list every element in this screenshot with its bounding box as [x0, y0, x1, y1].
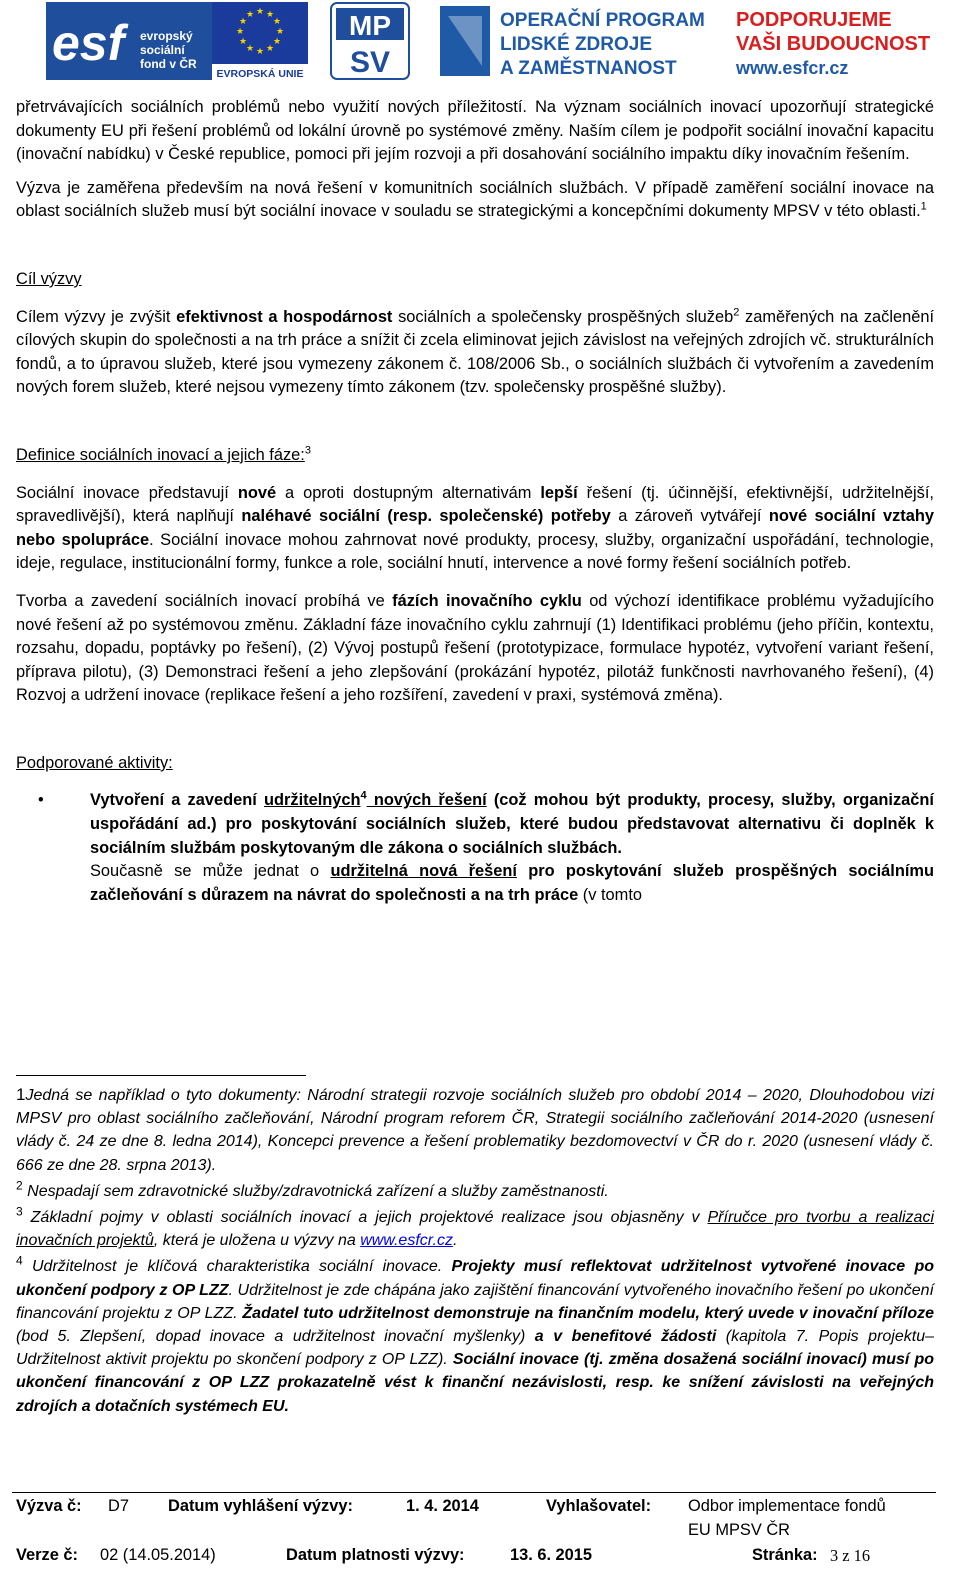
footer-strana-label: Stránka:	[752, 1546, 818, 1564]
cycle-text-b: fázích inovačního cyklu	[392, 591, 582, 610]
def-text-b: nové	[237, 483, 277, 502]
footnote-4-text-c: . Udržitelnost je zde chápána jako zajištění financování vytvořeného inovačního řešení po ukončení financování projektu z OP LZZ.	[16, 1281, 934, 1322]
eu-caption: EVROPSKÁ UNIE	[216, 68, 304, 80]
footnote-1-text: Jedná se například o tyto dokumenty: Národní strategii rozvoje sociálních služeb pro období 2014 – 2020, Dlouhodobou vizi MPSV pro oblast sociálního začleňování, Národní program reforem ČR, Strategii sociálního začleňování 2014-2020 (usnesení vlády č. 24 ze dne 8. ledna 2014), Koncepci prevence a řešení problematiky bezdomovectví v ČR do r. 2020 (usnesení vlády č. 666 ze dne 28. srpna 2013).	[16, 1087, 934, 1174]
activity2-text-a: Současně se může jednat o	[90, 862, 331, 881]
footnote-3-text-a: Základní pojmy v oblasti sociálních inovací a jejich projektové realizace jsou objasněny v	[30, 1209, 708, 1227]
mpsv-bottom: SV	[349, 46, 391, 79]
footnote-ref-1: 1	[920, 200, 927, 213]
op-line3: A ZAMĚSTNANOST	[500, 58, 677, 79]
esf-letters: esf	[52, 15, 125, 71]
footnote-4-text-f: a v benefitové žádosti	[534, 1328, 717, 1346]
svg-text:★: ★	[275, 27, 285, 37]
op-line1: OPERAČNÍ PROGRAM	[500, 10, 705, 31]
footnote-3-text-c: , která je uložena u výzvy na	[153, 1232, 361, 1250]
activity2-text-b: udržitelná nová řešení	[330, 862, 517, 881]
definition-paragraph	[16, 482, 934, 576]
footer-vyhlasovatel-value-2: EU MPSV ČR	[688, 1521, 791, 1539]
activity-text-c: nových řešení	[366, 791, 487, 810]
footer-vyzva-label: Výzva č:	[16, 1497, 82, 1515]
focus-text: Výzva je zaměřena především na nová řešení v komunitních sociálních službách. V případě zaměření sociální inovace na oblast sociálních služeb musí být sociální inovace v souladu se strategickými a koncepčními dokumenty MPSV v této oblasti.	[16, 178, 934, 221]
goal-text-d: zaměřených na začlenění cílových skupin do společnosti a na trh práce a snížit či zcela eliminovat jejich závislost na veřejných zdrojích vč. strukturálních fondů, a to úpravou služeb, které jsou vymezeny zákonem č. 108/2006 Sb., o sociálních službách či vytvořením a zavedením nových forem služeb, které nejsou vymezeny tímto zákonem (tzv. společensky prospěšné služby).	[16, 307, 934, 397]
footnote-3-handbook-link[interactable]: Příručce pro tvorbu a realizaci inovačních projektů	[16, 1209, 935, 1250]
goal-text-c: sociálních a společensky prospěšných služeb	[392, 307, 734, 326]
intro-paragraph: přetrvávajících sociálních problémů nebo využití nových příležitostí. Na význam sociálních inovací upozorňují strategické dokumenty EU při řešení problémů od lokální úrovně po systémové změny. Naším cílem je podpořit sociální inovační kapacitu (inovační nabídku) v České republice, pomoci při jejím rozvoji a při dosahování sociálního impaktu díky inovačním řešením.	[16, 98, 934, 164]
svg-text:★: ★	[272, 17, 282, 27]
activity2-text-d: (v tomto	[578, 885, 642, 904]
esf-line2: sociální	[140, 43, 185, 57]
list-item	[16, 789, 934, 860]
footnote-2-number: 2	[16, 1178, 23, 1193]
footnote-4-text-d: Žadatel tuto udržitelnost demonstruje na finančním modelu, který uvede v inovační příloze	[242, 1304, 934, 1322]
heading-definice	[16, 444, 934, 468]
esf-line3: fond v ČR	[140, 57, 197, 71]
activity-text-a: Vytvoření a zavedení	[90, 791, 264, 810]
svg-text:★: ★	[255, 7, 265, 17]
footnote-ref-3: 3	[304, 444, 311, 457]
def-text-f: naléhavé sociální (resp. společenské) potřeby	[241, 507, 611, 526]
footer-verze-label: Verze č:	[16, 1546, 78, 1564]
activity2-text-c: pro poskytování služeb prospěšných sociálnímu začleňování s důrazem na návrat do společnosti a na trh práce	[90, 862, 935, 904]
footer-vyhlaseni-label: Datum vyhlášení výzvy:	[168, 1497, 353, 1515]
footnote-4-text-a: Udržitelnost je klíčová charakteristika sociální inovace.	[31, 1258, 452, 1276]
page-footer	[12, 1492, 936, 1583]
slogan-line1: PODPORUJEME	[736, 9, 892, 31]
def-text-e: řešení (tj. účinnější, efektivnější, udržitelnější, spravedlivější), která naplňují	[16, 483, 934, 526]
def-text-a: Sociální inovace představují	[16, 483, 238, 502]
slogan-logo	[736, 4, 946, 80]
cycle-text-a: Tvorba a zavedení sociálních inovací probíhá ve	[16, 591, 393, 610]
esfcr-link[interactable]: www.esfcr.cz	[360, 1232, 453, 1250]
heading-definice-text: Definice sociálních inovací a jejich fáze:	[16, 445, 305, 464]
activities-list	[16, 789, 934, 860]
document-body	[16, 96, 934, 907]
op-line2: LIDSKÉ ZDROJE	[500, 34, 653, 55]
svg-text:★: ★	[265, 44, 275, 54]
heading-aktivity: Podporované aktivity:	[16, 753, 173, 772]
svg-text:★: ★	[238, 37, 248, 47]
op-lzz-logo	[440, 4, 730, 80]
footnote-4-text-b: Projekty musí reflektovat udržitelnost vytvořené inovace po ukončení podpory z OP LZZ	[16, 1258, 934, 1299]
bullet-icon: •	[38, 791, 44, 810]
esf-line1: evropský	[140, 29, 193, 43]
footnote-separator	[16, 1075, 306, 1076]
footnote-1	[16, 1084, 934, 1177]
footnote-ref-2: 2	[733, 306, 740, 319]
goal-paragraph	[16, 306, 934, 400]
footer-platnost-value: 13. 6. 2015	[510, 1546, 593, 1564]
footnote-4-number: 4	[16, 1254, 23, 1269]
footnote-4-text-g: (kapitola 7. Popis projektu– Udržitelnost aktivit projektu po skončení podpory z OP LZZ).	[16, 1328, 934, 1369]
def-text-c: a oproti dostupným alternativám	[276, 483, 541, 502]
heading-cil-vyzvy: Cíl výzvy	[16, 269, 82, 288]
cycle-paragraph	[16, 590, 934, 708]
footer-vyhlasovatel-value-1: Odbor implementace fondů	[688, 1497, 886, 1515]
footnote-3-number: 3	[16, 1204, 23, 1219]
svg-text:★: ★	[245, 10, 255, 20]
footer-platnost-label: Datum platnosti výzvy:	[286, 1546, 465, 1564]
slogan-url: www.esfcr.cz	[736, 58, 849, 78]
esf-logo	[46, 2, 214, 80]
svg-text:★: ★	[255, 47, 265, 57]
def-text-g: a zároveň vytvářejí	[610, 507, 769, 526]
footnote-1-number: 1	[16, 1085, 26, 1104]
footnote-4-text-e: (bod 5. Zlepšení, dopad inovace a udržitelnost inovační myšlenky)	[16, 1328, 535, 1346]
mpsv-top: MP	[349, 10, 391, 41]
def-text-h: nové sociální vztahy nebo spolupráce	[16, 507, 934, 549]
footnote-3-text-d: .	[452, 1232, 458, 1250]
footnotes	[16, 1084, 934, 1421]
activity-text-d: (což mohou být produkty, procesy, služby, organizační uspořádání ad.) pro poskytování sociálních služeb, které budou představovat alternativu či doplněk k sociálním službám poskytovaným dle zákona o sociálních službách.	[90, 791, 934, 857]
footnote-2-text: Nespadají sem zdravotnické služby/zdravotnická zařízení a služby zaměstnanosti.	[27, 1182, 609, 1200]
slogan-line2: VAŠI BUDOUCNOST	[736, 33, 931, 55]
goal-text-bold: efektivnost a hospodárnost	[176, 307, 393, 326]
footnote-ref-4: 4	[360, 790, 367, 802]
svg-text:★: ★	[235, 27, 245, 37]
activity-text-b: udržitelných	[263, 791, 361, 810]
logo-header	[0, 0, 960, 88]
footer-page-number: 3 z 16	[830, 1546, 871, 1565]
footer-vyhlasovatel-label: Vyhlašovatel:	[546, 1497, 652, 1515]
svg-text:★: ★	[245, 44, 255, 54]
goal-text-a: Cílem výzvy je zvýšit	[16, 307, 177, 326]
def-text-d: lepší	[540, 483, 578, 502]
activity-continuation	[16, 860, 934, 907]
eu-flag-logo	[212, 2, 308, 80]
def-text-i: . Sociální inovace mohou zahrnovat nové produkty, procesy, služby, organizační uspořádání, technologie, ideje, regulace, institucionální formy, funkce a role, sociální hnutí, intervence a nové formy řešení sociálních potřeb.	[16, 530, 934, 573]
footnote-4-text-h: Sociální inovace (tj. změna dosažená sociální inovací) musí po ukončení financování z OP LZZ prokazatelně vést k finanční nezávislosti, resp. ke snížení závislosti na veřejných zdrojích a dotačních systémech EU.	[16, 1351, 935, 1415]
footnote-3	[16, 1206, 934, 1252]
mpsv-logo	[330, 2, 410, 80]
focus-paragraph	[16, 177, 934, 224]
footnote-2	[16, 1180, 934, 1203]
svg-text:★: ★	[272, 37, 282, 47]
footer-vyhlaseni-value: 1. 4. 2014	[406, 1497, 479, 1515]
footer-verze-value: 02 (14.05.2014)	[100, 1546, 216, 1564]
activity-text	[90, 791, 934, 856]
cycle-text-c: od výchozí identifikace problému vyžadujícího nové řešení až po systémovou změnu. Základní fáze inovačního cyklu zahrnují (1) Identifikaci problému (jeho příčin, kontextu, rozsahu, dopadu, poptávky po řešení), (2) Vývoj postupů řešení (prototypizace, formulace hypotéz, vytvoření variant řešení, příprava pilotu), (3) Demonstraci řešení a jeho zlepšování (prokázání hypotéz, pilotáž funkčnosti navrhovaného řešení), (4) Rozvoj a udržení inovace (replikace řešení a jeho rozšíření, zavedení v praxi, systémová změna).	[16, 591, 934, 705]
footer-vyzva-value: D7	[108, 1497, 129, 1515]
footnote-4	[16, 1255, 934, 1417]
svg-text:★: ★	[238, 17, 248, 27]
svg-text:★: ★	[265, 10, 275, 20]
